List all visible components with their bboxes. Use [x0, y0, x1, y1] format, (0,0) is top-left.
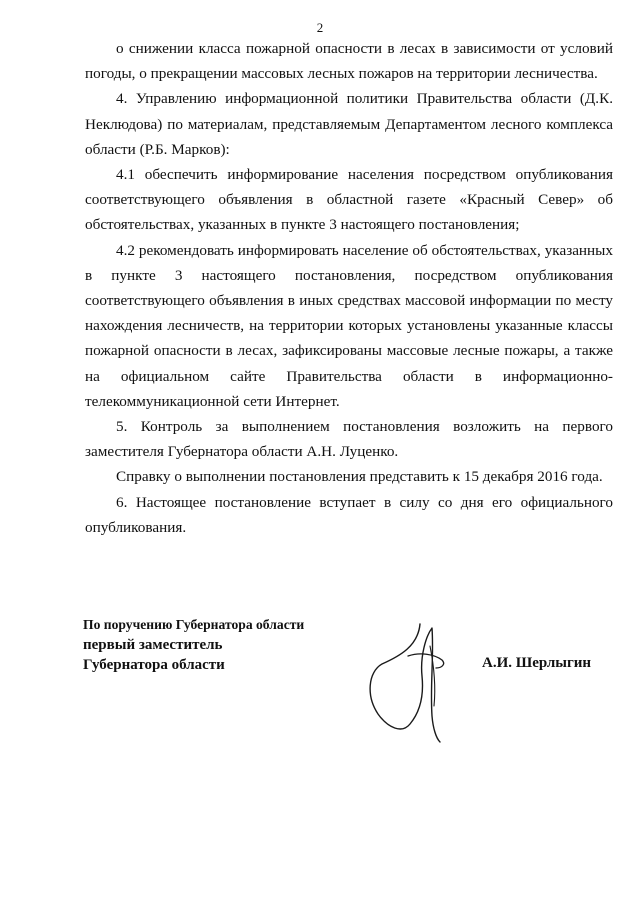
signatory-line-3: Губернатора области	[83, 657, 225, 673]
page-number: 2	[316, 20, 324, 35]
signatory-line-2: первый заместитель	[83, 637, 223, 653]
signatory-title	[83, 615, 304, 675]
paragraph-item-5: 5. Контроль за выполнением постановления возложить на первого заместителя Губернатора области А.Н. Луценко.	[85, 418, 613, 461]
paragraph-item-4-2: 4.2 рекомендовать информировать население об обстоятельствах, указанных в пункте 3 настоящего постановления, посредством опубликования соответствующего объявления в иных средствах массовой информации по месту нахождения лесничеств, на территории которых установлены указанные классы пожарной опасности в лесах, зафиксированы массовые лесные пожары, а также на официальном сайте Правительства области в информационно-телекоммуникационной сети Интернет.	[85, 241, 613, 410]
handwritten-signature	[360, 616, 470, 746]
paragraph-report: Справку о выполнении постановления представить к 15 декабря 2016 года.	[116, 468, 603, 486]
signatory-name: А.И. Шерлыгин	[482, 655, 592, 671]
paragraph-item-6: 6. Настоящее постановление вступает в силу со дня его официального опубликования.	[85, 493, 613, 536]
paragraph-item-4-1: 4.1 обеспечить информирование населения посредством опубликования соответствующего объявления в областной газете «Красный Север» об обстоятельствах, указанных в пункте 3 настоящего постановления;	[85, 166, 613, 234]
paragraph-item-4: 4. Управлению информационной политики Правительства области (Д.К. Неклюдова) по материалам, представляемым Департаментом лесного комплекса области (Р.Б. Марков):	[85, 90, 613, 158]
paragraph-continuation: о снижении класса пожарной опасности в лесах в зависимости от условий погоды, о прекращении массовых лесных пожаров на территории лесничества.	[85, 40, 613, 83]
document-body	[85, 36, 613, 540]
signatory-line-1: По поручению Губернатора области	[83, 617, 305, 632]
